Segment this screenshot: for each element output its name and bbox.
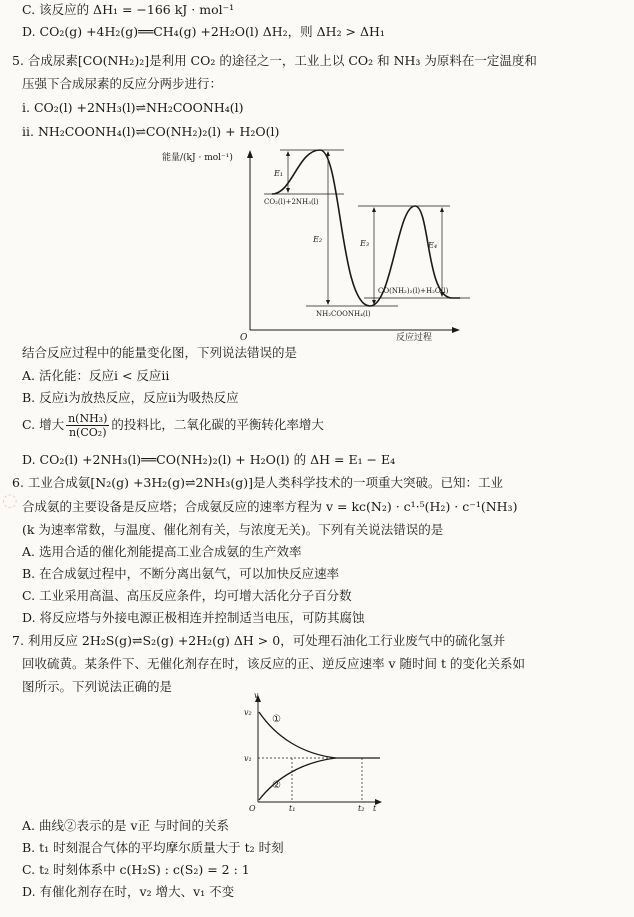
e3-arrow xyxy=(372,207,376,305)
q5-option-b: B. 反应ⅰ为放热反应，反应ⅱ为吸热反应 xyxy=(22,390,239,405)
q6-stem-line3: (k 为速率常数，与温度、催化剂有关，与浓度无关)。下列有关说法错误的是 xyxy=(22,522,444,537)
q7-option-b: B. t₁ 时刻混合气体的平均摩尔质量大于 t₂ 时刻 xyxy=(22,840,284,855)
t2-label: t₂ xyxy=(358,804,365,812)
e4-arrow xyxy=(440,207,444,297)
ratio-fraction xyxy=(66,412,109,439)
q5-option-c xyxy=(22,410,324,440)
e3-label: E₃ xyxy=(360,239,370,248)
x-axis-arrow xyxy=(452,327,460,333)
t-axis-label: t xyxy=(373,804,377,812)
q7-stem-line1: 7. 利用反应 2H₂S(g)⇌S₂(g) +2H₂(g) ΔH > 0，可处理石油化工行业废气中的硫化氢并 xyxy=(12,633,506,648)
curve-1-label: ① xyxy=(272,714,281,725)
origin-label: O xyxy=(240,333,248,342)
intermediate-label: NH₂COONH₄(l) xyxy=(316,310,371,318)
q5-step-i: ⅰ. CO₂(l) +2NH₃(l)⇌NH₂COONH₄(l) xyxy=(22,100,244,115)
q7-stem-line2: 回收硫黄。某条件下、无催化剂存在时，该反应的正、逆反应速率 v 随时间 t 的变化关系如 xyxy=(22,656,525,671)
t1-label: t₁ xyxy=(289,804,296,812)
q5-stem-line1: 5. 合成尿素[CO(NH₂)₂]是利用 CO₂ 的途径之一，工业上以 CO₂ 和 NH₃ 为原料在一定温度和 xyxy=(12,53,537,68)
curve-2 xyxy=(259,758,336,800)
q5-step-ii: ⅱ. NH₂COONH₄(l)⇌CO(NH₂)₂(l) + H₂O(l) xyxy=(22,124,280,139)
q7-option-a: A. 曲线②表示的是 v正 与时间的关系 xyxy=(22,818,229,833)
q4-option-d: D. CO₂(g) +4H₂(g)══CH₄(g) +2H₂O(l) ΔH₂，则 ΔH₂ > ΔH₁ xyxy=(22,24,385,39)
fraction-numerator: n(NH₃) xyxy=(68,412,108,425)
e2-arrow xyxy=(326,151,330,305)
q5-option-c-suffix: 的投料比，二氧化碳的平衡转化率增大 xyxy=(111,417,324,432)
reactants-label: CO₂(l)+2NH₃(l) xyxy=(264,198,319,206)
x-axis-label: 反应过程 xyxy=(396,333,433,342)
q5-stem-line2: 压强下合成尿素的反应分两步进行： xyxy=(22,76,223,91)
e1-label: E₁ xyxy=(274,169,284,178)
q6-option-d: D. 将反应塔与外接电源正极相连并控制适当电压，可防其腐蚀 xyxy=(22,610,365,625)
q6-option-c: C. 工业采用高温、高压反应条件，均可增大活化分子百分数 xyxy=(22,588,352,603)
v2-label: v₂ xyxy=(244,708,252,717)
curve-2-label: ② xyxy=(272,780,281,791)
q5-option-c-prefix: C. 增大 xyxy=(22,417,65,432)
q5-option-d: D. CO₂(l) +2NH₃(l)══CO(NH₂)₂(l) + H₂O(l) 的 ΔH = E₁ − E₄ xyxy=(22,452,396,467)
q6-option-a: A. 选用合适的催化剂能提高工业合成氨的生产效率 xyxy=(22,544,302,559)
e4-label: E₄ xyxy=(428,241,438,250)
fraction-denominator: n(CO₂) xyxy=(68,426,107,439)
q5-question: 结合反应过程中的能量变化图，下列说法错误的是 xyxy=(22,345,298,360)
q6-stem-line1: 6. 工业合成氨[N₂(g) +3H₂(g)⇌2NH₃(g)]是人类科学技术的一项重大突破。已知：工业 xyxy=(12,475,503,490)
q7-stem-line3: 图所示。下列说法正确的是 xyxy=(22,679,173,694)
e2-label: E₂ xyxy=(313,235,323,244)
energy-curve xyxy=(272,150,460,306)
e1-arrow xyxy=(286,151,290,193)
energy-profile-figure xyxy=(160,142,480,342)
products-label: CO(NH₂)₂(l)+H₂O(l) xyxy=(378,287,449,295)
v1-label: v₁ xyxy=(244,754,252,763)
q5-option-a: A. 活化能：反应ⅰ < 反应ⅱ xyxy=(22,368,170,383)
q6-option-b: B. 在合成氨过程中，不断分离出氨气，可以加快反应速率 xyxy=(22,566,340,581)
q7-option-c: C. t₂ 时刻体系中 c(H₂S) : c(S₂) = 2 : 1 xyxy=(22,862,250,877)
origin-o-label: O xyxy=(249,804,256,812)
y-axis-label: 能量/(kJ · mol⁻¹) xyxy=(162,153,233,163)
q4-option-c: C. 该反应的 ΔH₁ = −166 kJ · mol⁻¹ xyxy=(22,2,235,17)
watermark-stamp: ◌ xyxy=(2,490,18,511)
q7-option-d: D. 有催化剂存在时，v₂ 增大、v₁ 不变 xyxy=(22,884,235,899)
q6-stem-line2: 合成氨的主要设备是反应塔；合成氨反应的速率方程为 v = kc(N₂) · c¹·⁵(H₂) · c⁻¹(NH₃) xyxy=(22,499,518,514)
rate-time-figure xyxy=(232,692,392,812)
v-axis-label: v xyxy=(254,692,259,700)
y-axis-arrow xyxy=(247,150,253,158)
